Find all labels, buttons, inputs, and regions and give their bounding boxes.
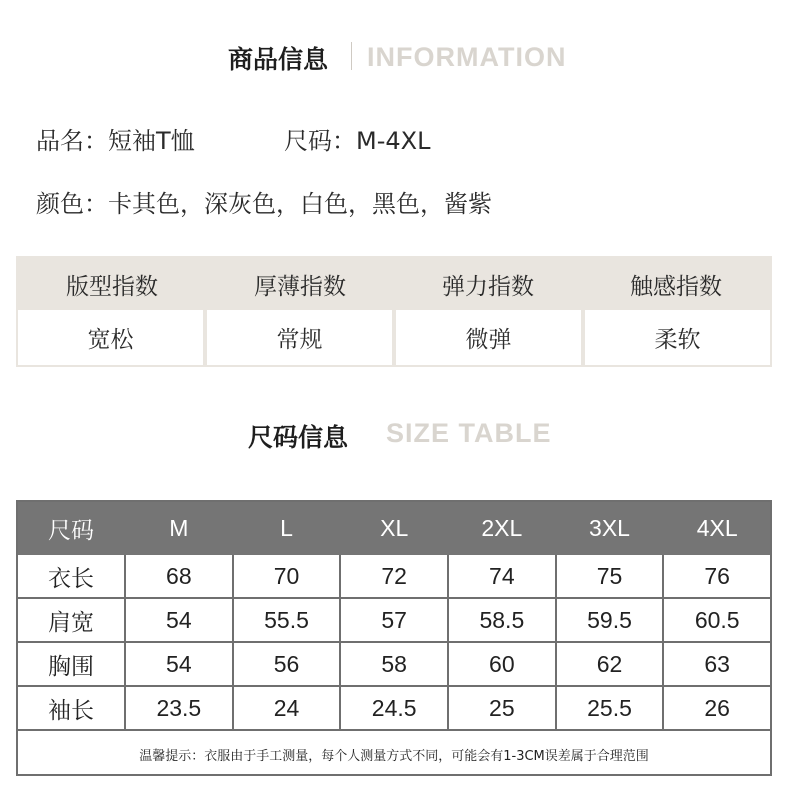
table-cell: 63: [664, 643, 770, 687]
table-row: [18, 555, 770, 599]
table-cell: 55.5: [234, 599, 342, 643]
table-cell: 58.5: [449, 599, 557, 643]
attribute-value: 柔软: [585, 310, 770, 365]
table-cell: 24.5: [341, 687, 449, 731]
table-cell: 54: [126, 599, 234, 643]
measurement-note: 温馨提示：衣服由于手工测量，每个人测量方式不同，可能会有1-3CM误差属于合理范围: [139, 749, 649, 764]
table-cell: 24: [234, 687, 342, 731]
info-title-cn: 商品信息: [228, 45, 329, 74]
info-section-header: [0, 38, 790, 78]
size-header-cell: 3XL: [557, 502, 665, 555]
attribute-header: 版型指数: [66, 273, 158, 300]
size-header-cell: 4XL: [696, 515, 738, 541]
attribute-value: 微弹: [396, 310, 581, 365]
table-cell: 54: [126, 643, 234, 687]
info-title-en: INFORMATION: [367, 42, 567, 72]
size-section-header: [0, 414, 790, 454]
table-cell: 26: [664, 687, 770, 731]
table-cell: 74: [449, 555, 557, 599]
table-cell: 70: [234, 555, 342, 599]
table-cell: 56: [234, 643, 342, 687]
table-row: [18, 599, 770, 643]
product-colors: 颜色：卡其色，深灰色，白色，黑色，酱紫: [36, 190, 492, 218]
row-label-cell: 袖长: [18, 687, 126, 731]
attribute-header: 弹力指数: [442, 273, 534, 300]
table-cell: 25: [449, 687, 557, 731]
attribute-value-row: [18, 310, 770, 365]
size-header-cell: 尺码: [18, 502, 126, 555]
table-cell: 62: [557, 643, 665, 687]
attribute-table: [16, 256, 772, 367]
table-cell: 23.5: [126, 687, 234, 731]
table-cell: 60: [449, 643, 557, 687]
size-table: [16, 500, 772, 776]
row-label-cell: 胸围: [18, 643, 126, 687]
row-label-cell: 衣长: [18, 555, 126, 599]
attribute-value: 宽松: [18, 310, 203, 365]
table-cell: 60.5: [664, 599, 770, 643]
size-header-cell: L: [234, 502, 342, 555]
table-cell: 57: [341, 599, 449, 643]
size-title-cn: 尺码信息: [248, 423, 349, 452]
attribute-header-row: [18, 258, 770, 310]
table-row: [18, 687, 770, 731]
table-cell: 59.5: [557, 599, 665, 643]
size-header-cell: XL: [341, 502, 449, 555]
table-row: [18, 643, 770, 687]
table-cell: 75: [557, 555, 665, 599]
product-size-range: 尺码：M-4XL: [284, 127, 431, 155]
product-name: 品名：短袖T恤: [36, 127, 195, 155]
attribute-value: 常规: [207, 310, 392, 365]
title-divider: [351, 42, 352, 70]
size-header-cell: 2XL: [449, 502, 557, 555]
size-title-en: SIZE TABLE: [386, 418, 552, 448]
table-cell: 72: [341, 555, 449, 599]
size-header-cell: M: [126, 502, 234, 555]
attribute-header: 触感指数: [630, 273, 722, 300]
size-table-header-row: [18, 502, 770, 555]
row-label-cell: 肩宽: [18, 599, 126, 643]
table-cell: 68: [126, 555, 234, 599]
table-cell: 58: [341, 643, 449, 687]
product-name-size-line: [36, 121, 431, 156]
table-cell: 25.5: [557, 687, 665, 731]
attribute-header: 厚薄指数: [254, 273, 346, 300]
table-cell: 76: [664, 555, 770, 599]
